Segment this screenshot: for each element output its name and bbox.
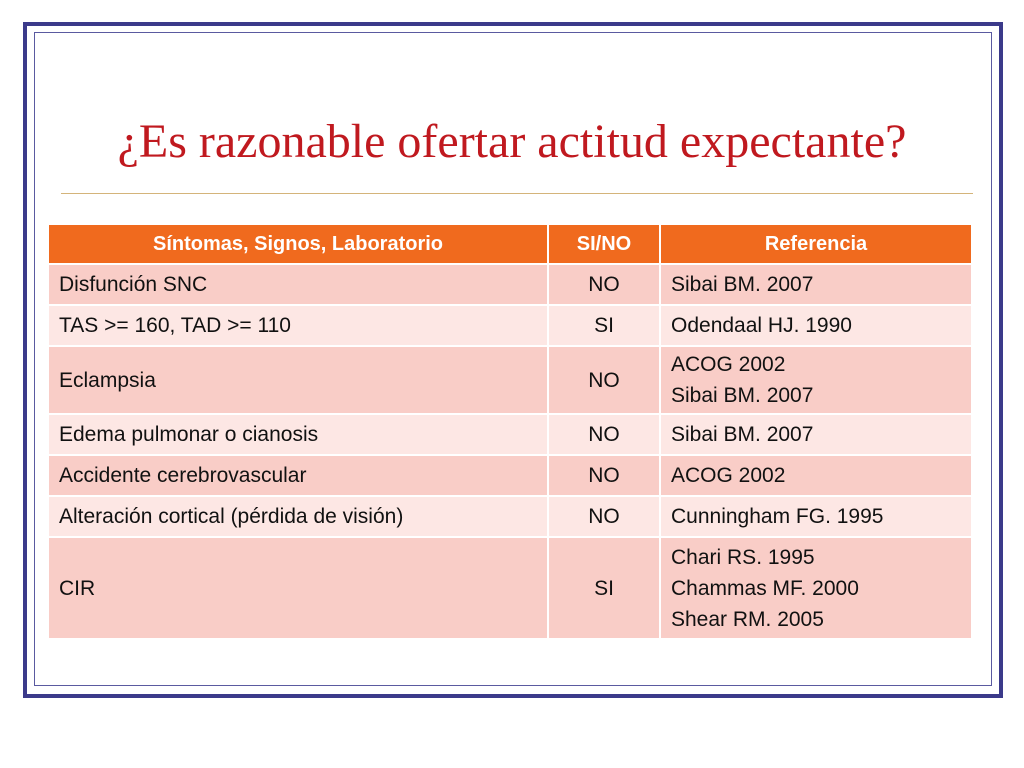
header-reference: Referencia	[661, 225, 971, 263]
symptom-cell: Alteración cortical (pérdida de visión)	[49, 497, 547, 536]
reference-cell	[661, 415, 971, 454]
symptom-cell: CIR	[49, 538, 547, 638]
reference-line: Sibai BM. 2007	[671, 384, 814, 407]
reference-cell	[661, 538, 971, 638]
reference-cell	[661, 265, 971, 304]
answer-cell: NO	[549, 456, 659, 495]
reference-line: Chammas MF. 2000	[671, 576, 859, 600]
table-row	[49, 456, 971, 495]
answer-cell: SI	[549, 538, 659, 638]
reference-cell	[661, 497, 971, 536]
header-symptoms: Síntomas, Signos, Laboratorio	[49, 225, 547, 263]
table-row	[49, 306, 971, 345]
table-row	[49, 415, 971, 454]
symptom-cell: Edema pulmonar o cianosis	[49, 415, 547, 454]
reference-line: Sibai BM. 2007	[671, 273, 814, 296]
symptom-cell: Eclampsia	[49, 347, 547, 413]
table-row	[49, 538, 971, 638]
table-header-row	[49, 225, 971, 263]
table-row	[49, 265, 971, 304]
answer-cell: SI	[549, 306, 659, 345]
table-row	[49, 347, 971, 413]
reference-line: Odendaal HJ. 1990	[671, 314, 852, 337]
reference-line: ACOG 2002	[671, 464, 786, 487]
reference-line: Shear RM. 2005	[671, 607, 824, 631]
answer-cell: NO	[549, 415, 659, 454]
reference-line: Cunningham FG. 1995	[671, 505, 884, 528]
reference-cell	[661, 306, 971, 345]
symptom-cell: TAS >= 160, TAD >= 110	[49, 306, 547, 345]
answer-cell: NO	[549, 497, 659, 536]
reference-cell	[661, 456, 971, 495]
symptom-cell: Accidente cerebrovascular	[49, 456, 547, 495]
reference-line: Chari RS. 1995	[671, 545, 815, 569]
title-divider	[61, 193, 973, 194]
reference-line: ACOG 2002	[671, 353, 786, 376]
header-si-no: SI/NO	[549, 225, 659, 263]
reference-line: Sibai BM. 2007	[671, 423, 814, 446]
answer-cell: NO	[549, 347, 659, 413]
table-row	[49, 497, 971, 536]
reference-cell	[661, 347, 971, 413]
symptoms-table	[47, 223, 973, 640]
answer-cell: NO	[549, 265, 659, 304]
slide-title: ¿Es razonable ofertar actitud expectante?	[117, 115, 907, 168]
symptom-cell: Disfunción SNC	[49, 265, 547, 304]
